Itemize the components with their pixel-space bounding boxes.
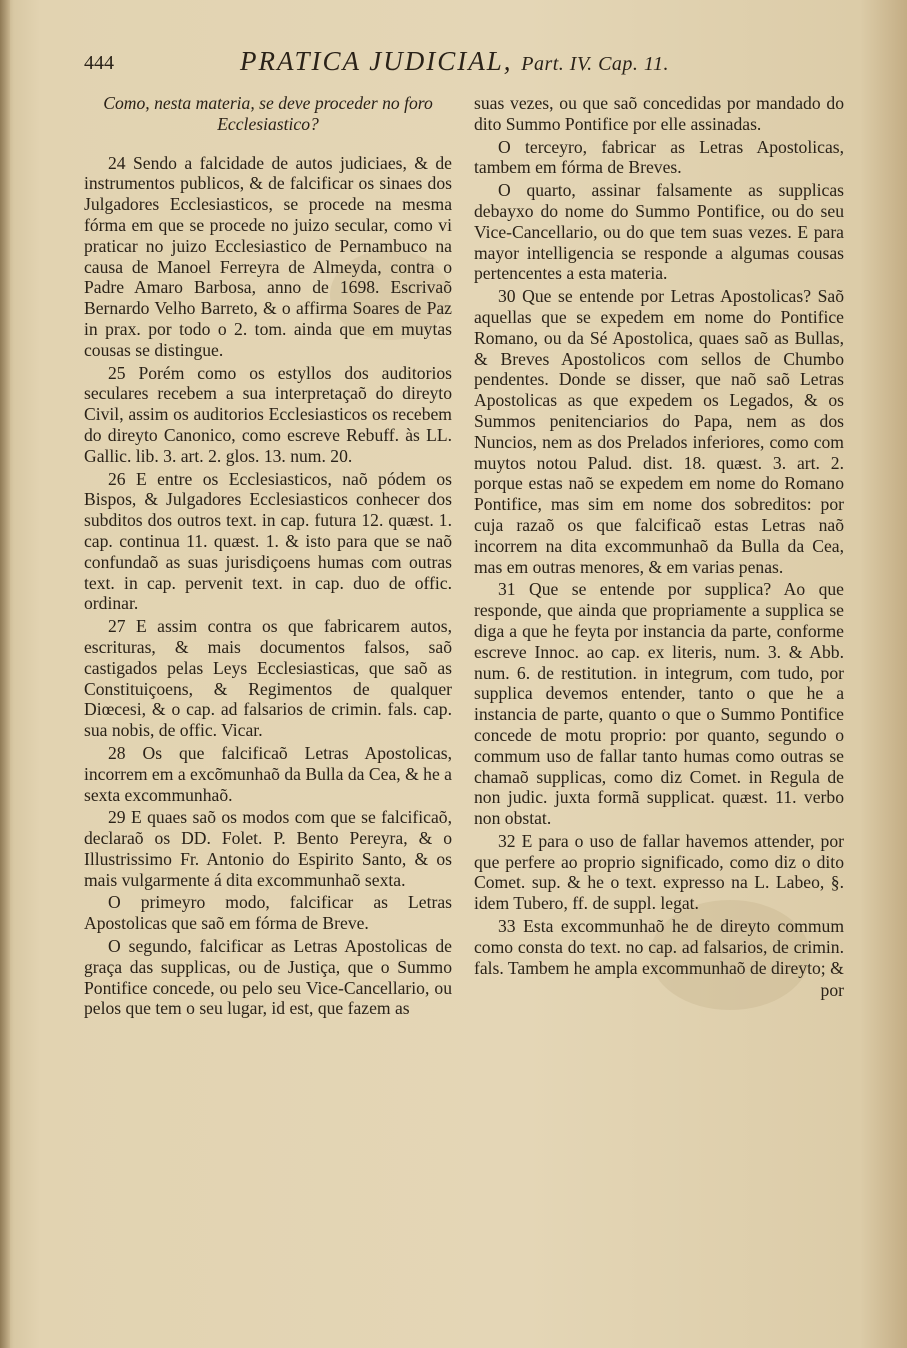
paragraph-third-mode: O terceyro, fabricar as Letras Apostolicas, tambem em fórma de Breves. bbox=[474, 136, 844, 178]
paragraph-25: 25 Porém como os estyllos dos auditorios seculares recebem a sua interpretaçaõ do direyto Civil, assim os auditorios Ecclesiasticos os recebem do direyto Canonico, como escreve Rebuff. às LL. Gallic. lib. 3. art. 2. glos. 13. num. 20. bbox=[84, 362, 452, 466]
paragraph-27: 27 E assim contra os que fabricarem autos, escrituras, & mais documentos falsos, saõ castigados pelas Leys Ecclesiasticas, que saõ as Constituiçoens, & Regimentos de qualquer Diœcesi, & o cap. ad falsarios de crimin. fals. cap. sua nobis, de offic. Vicar. bbox=[84, 616, 452, 741]
paragraph-33: 33 Esta excommunhaõ he de direyto commum como consta do text. no cap. ad falsarios, de crimin. fals. Tambem he ampla excommunhaõ de direyto; & bbox=[474, 916, 844, 978]
page-header bbox=[84, 44, 844, 84]
paragraph-29: 29 E quaes saõ os modos com que se falcificaõ, declaraõ os DD. Folet. P. Bento Pereyra, & o Illustrissimo Fr. Antonio do Espirito Santo, & os mais vulgarmente á dita excommunhaõ sexta. bbox=[84, 807, 452, 890]
running-title-part: Part. IV. Cap. 11. bbox=[521, 53, 669, 75]
paragraph-fourth-mode: O quarto, assinar falsamente as supplicas debayxo do nome do Summo Pontifice, ou do seu Vice-Cancellario, ou do que tem suas vezes. E para mayor intelligencia se responde a algumas cousas pertencentes a esta materia. bbox=[474, 180, 844, 284]
paragraph-31: 31 Que se entende por supplica? Ao que responde, que ainda que propriamente a supplica se diga a que he feyta por instancia da parte, conforme escreve Innoc. ao cap. ex literis, num. 3. & Abb. num. 6. de restitution. in integrum, com tudo, por supplica devemos entender, tanto o que he a instancia de parte, quanto o que o Summo Pontifice concede de motu proprio: por quanto, segundo o commum uso de fallar tanto humas como outras se chamaõ supplicas, como diz Comet. in Regula de non judic. juxta formã supplicat. quæst. 11. verbo non obstat. bbox=[474, 579, 844, 829]
paragraph-first-mode: O primeyro modo, falcificar as Letras Apostolicas que saõ em fórma de Breve. bbox=[84, 892, 452, 934]
page-number: 444 bbox=[84, 52, 114, 74]
paragraph-second-mode: O segundo, falcificar as Letras Apostolicas de graça das supplicas, ou de Justiça, que o Summo Pontifice concede, ou pelo seu Vice-Cancellario, ou pelos que tem o seu lugar, id est, que fazem as bbox=[84, 936, 452, 1019]
paragraph-26: 26 E entre os Ecclesiasticos, naõ pódem os Bispos, & Julgadores Ecclesiasticos conhecer dos subditos dos outros text. in cap. futura 12. quæst. 1. cap. continua 11. quæst. 1. & isto para que se naõ confundaõ as suas jurisdiçoens humas com outras text. in cap. pervenit text. in cap. duo de offic. ordinar. bbox=[84, 468, 452, 614]
paragraph-28: 28 Os que falcificaõ Letras Apostolicas, incorrem em a excõmunhaõ da Bulla da Cea, & he a sexta excommunhaõ. bbox=[84, 742, 452, 805]
paragraph-32: 32 E para o uso de fallar havemos attender, por que perfere ao proprio significado, como diz o dito Comet. sup. & he o text. expresso na L. Labeo, §. idem Tubero, ff. de suppl. legat. bbox=[474, 830, 844, 914]
paragraph-24: 24 Sendo a falcidade de autos judiciaes, & de instrumentos publicos, & de falcificar os sinaes dos Julgadores Ecclesiasticos, se procede na mesma fórma em que se procede no juizo secular, como vi praticar no juizo Ecclesiastico de Pernambuco na causa de Manoel Ferreyra de Almeyda, contra o Padre Amaro Barbosa, anno de 1698. Escrivaõ Bernardo Velho Barreto, & o affirma Soares de Paz in prax. por todo o 2. tom. ainda que em muytas cousas se distingue. bbox=[84, 152, 452, 360]
book-spine-shadow bbox=[0, 0, 10, 1348]
paragraph-continuation: suas vezes, ou que saõ concedidas por mandado do dito Summo Pontifice por elle assinadas. bbox=[474, 93, 844, 134]
catchword: por bbox=[820, 980, 844, 1001]
left-column bbox=[84, 93, 452, 1021]
paragraph-30: 30 Que se entende por Letras Apostolicas? Saõ aquellas que se expedem em nome do Pontifice Romano, ou da Sé Apostolica, quaes saõ as Bullas, & Breves Apostolicos com sellos de Chumbo pendentes. Donde se disser, que naõ saõ Letras Apostolicas as que expedem os Legados, & os Summos penitenciarios do Papa, nem as dos Nuncios, nem as dos Prelados inferiores, como com muytos notou Palud. dist. 18. quæst. 3. art. 2. porque estas naõ se expedem em nome do Romano Pontifice, mas sim em nome dos sobreditos: por cuja razaõ os que falcificaõ estas Letras naõ incorrem na dita excommunhaõ da Bulla da Cea, mas em outras menores, & em varias penas. bbox=[474, 286, 844, 577]
right-column bbox=[474, 93, 844, 1003]
section-question: Como, nesta materia, se deve proceder no foro Ecclesiastico? bbox=[103, 93, 433, 134]
running-title bbox=[240, 46, 669, 77]
running-title-main: PRATICA JUDICIAL, bbox=[240, 46, 513, 76]
